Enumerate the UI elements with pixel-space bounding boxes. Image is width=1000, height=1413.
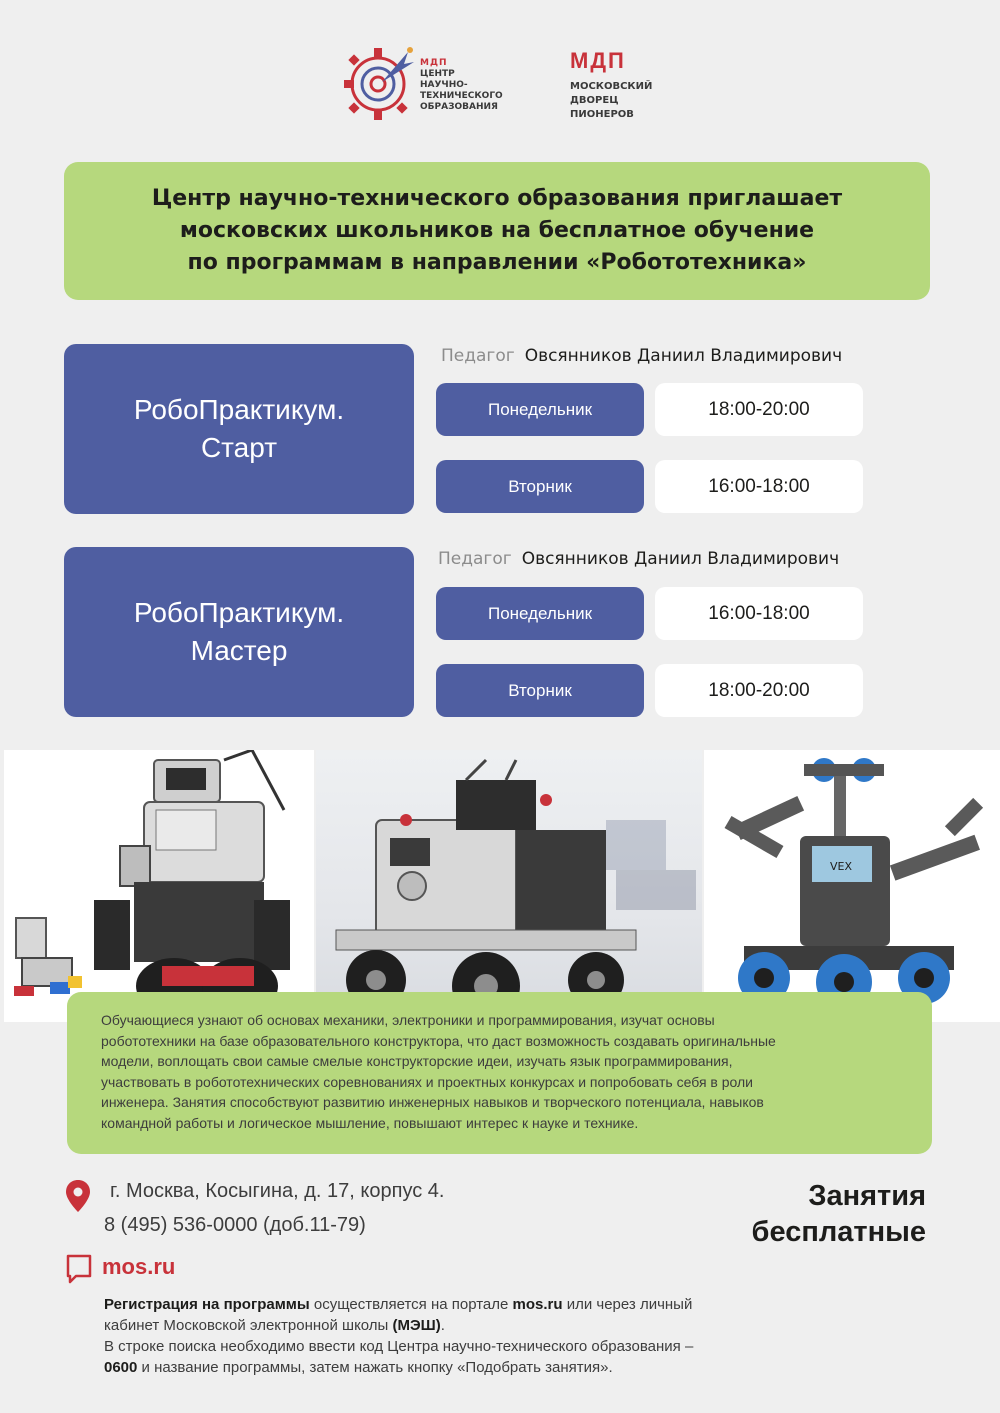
program-title-line2: Мастер (190, 635, 288, 666)
free-line1: Занятия (808, 1180, 926, 1212)
reg-text: В строке поиска необходимо ввести код Центра научно-технического образования – (104, 1338, 694, 1355)
info-line: Обучающиеся узнают об основах механики, электроники и программирования, изучат основы (101, 1012, 715, 1028)
chat-bubble-icon (66, 1254, 92, 1288)
program-title-line1: РобоПрактикум. (133, 394, 345, 425)
info-line: модели, воплощать свои самые смелые конструкторские идеи, изучать язык программирования, (101, 1053, 733, 1069)
gear-target-icon (344, 42, 416, 128)
free-classes-label (752, 1178, 926, 1250)
teacher-label: Педагог (438, 549, 512, 569)
teacher-label: Педагог (441, 346, 515, 366)
info-line: командной работы и логическое мышление, повышают интерес к науке и технике. (101, 1114, 639, 1131)
registration-text (104, 1294, 844, 1378)
headline-box (64, 162, 930, 300)
schedule-day: Вторник (436, 460, 644, 513)
program-title-line1: РобоПрактикум. (133, 597, 345, 628)
reg-bold: Регистрация на программы (104, 1296, 310, 1313)
vex-robot-illustration (704, 750, 1000, 1022)
ev3-robot-illustration (4, 750, 314, 1022)
info-box (67, 992, 932, 1154)
headline-line2: московских школьников на бесплатное обучение (179, 218, 815, 243)
schedule-time: 18:00-20:00 (655, 664, 863, 717)
info-line: инженера. Занятия способствуют развитию инженерных навыков и творческого потенциала, навыков (101, 1094, 764, 1110)
program-master-box (64, 547, 414, 717)
headline-line3: по программам в направлении «Робототехника» (187, 250, 807, 275)
center-logo-line2: НАУЧНО-ТЕХНИЧЕСКОГО (420, 80, 503, 101)
center-logo (344, 42, 544, 128)
center-logo-line3: ОБРАЗОВАНИЯ (420, 102, 498, 112)
free-line2: бесплатные (751, 1216, 926, 1248)
headline-line1: Центр научно-технического образования приглашает (151, 186, 843, 211)
program-start-box (64, 344, 414, 514)
reg-bold: mos.ru (512, 1296, 563, 1313)
teacher-name: Овсянников Даниил Владимирович (524, 346, 843, 366)
reg-text: осуществляется на портале (309, 1296, 513, 1313)
lab-robot-illustration (316, 750, 702, 1022)
center-logo-mini: МДП (420, 58, 448, 68)
vex-label: VEX (830, 860, 853, 873)
reg-text: . (440, 1317, 445, 1334)
schedule-day: Понедельник (436, 587, 644, 640)
reg-text: и название программы, затем нажать кнопку «Подобрать занятия». (137, 1359, 613, 1376)
address-text: г. Москва, Косыгина, д. 17, корпус 4. (110, 1180, 445, 1202)
reg-bold: (МЭШ) (392, 1317, 441, 1334)
schedule-time: 16:00-18:00 (655, 587, 863, 640)
info-line: робототехники на базе образовательного конструктора, что даст возможность создавать оригинальные (101, 1032, 776, 1049)
palace-logo (570, 48, 680, 132)
center-logo-text (420, 58, 544, 113)
teacher-name: Овсянников Даниил Владимирович (521, 549, 840, 569)
reg-text: или через личный (562, 1296, 693, 1313)
palace-logo-text: МОСКОВСКИЙ ДВОРЕЦ ПИОНЕРОВ (570, 81, 653, 120)
schedule-day: Вторник (436, 664, 644, 717)
reg-text: кабинет Московской электронной школы (104, 1317, 393, 1334)
mos-ru-link[interactable]: mos.ru (102, 1254, 176, 1279)
info-line: участвовать в робототехнических соревнованиях и проектных конкурсах и попробовать себя в роли (101, 1073, 753, 1090)
robot-photo-vex (704, 750, 1000, 1022)
reg-bold: 0600 (104, 1359, 138, 1376)
center-logo-line1: ЦЕНТР (420, 69, 455, 79)
schedule-day: Понедельник (436, 383, 644, 436)
schedule-time: 16:00-18:00 (655, 460, 863, 513)
robot-photo-ev3 (4, 750, 314, 1022)
robot-photo-lab (316, 750, 702, 1022)
schedule-time: 18:00-20:00 (655, 383, 863, 436)
phone-text: 8 (495) 536-0000 (доб.11-79) (104, 1214, 366, 1236)
program-title-line2: Старт (200, 432, 278, 463)
teacher-line (438, 549, 839, 569)
palace-logo-mark: МДП (570, 48, 626, 73)
location-pin-icon (66, 1180, 90, 1216)
teacher-line (441, 346, 842, 366)
